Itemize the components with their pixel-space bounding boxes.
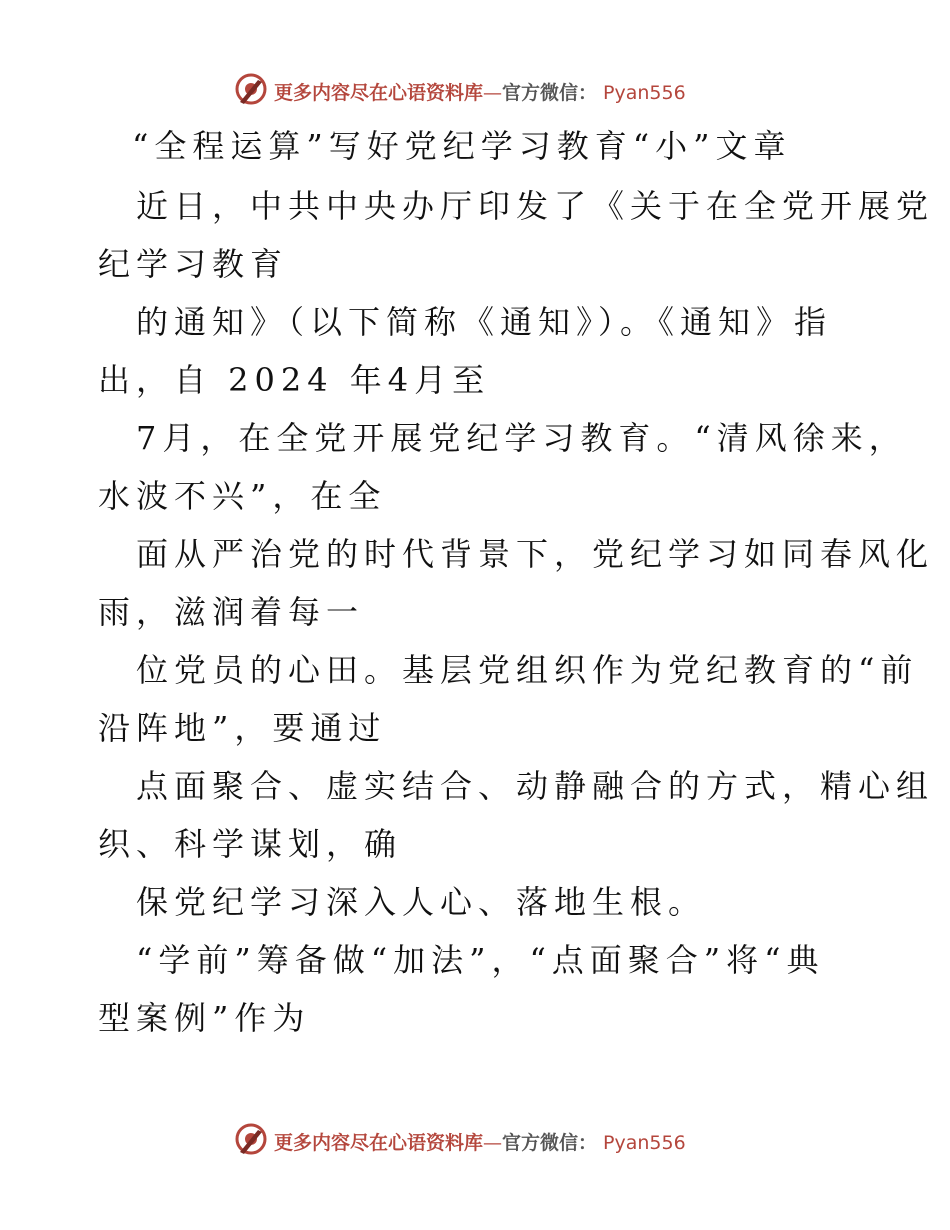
paragraph-line: 面从严治党的时代背景下，党纪学习如同春风化	[136, 535, 935, 573]
paragraph-line: 雨，滋润着每一	[98, 593, 365, 631]
paragraph-line: 出，自 2024 年4月至	[98, 361, 491, 399]
paragraph-line: 型案例”作为	[98, 999, 311, 1037]
paragraph-line: 7月，在全党开展党纪学习教育。“清风徐来，	[136, 419, 907, 457]
watermark-text	[274, 78, 686, 105]
paragraph-line: 近日，中共中央办厅印发了《关于在全党开展党	[136, 187, 935, 225]
paragraph-line: 纪学习教育	[98, 245, 289, 283]
footer-watermark	[0, 1120, 950, 1160]
watermark-brand: 更多内容尽在心语资料库	[274, 82, 484, 104]
watermark-brand: 更多内容尽在心语资料库	[274, 1132, 484, 1154]
paragraph-line: “学前”筹备做“加法”，“点面聚合”将“典	[136, 941, 825, 979]
brush-logo-icon	[234, 72, 268, 106]
paragraph-line: 水波不兴”，在全	[98, 477, 387, 515]
watermark-wechat-id: Pyan556	[603, 1132, 686, 1154]
header-watermark	[0, 70, 950, 110]
paragraph-line: 织、科学谋划，确	[98, 825, 403, 863]
paragraph-line: 的通知》（以下简称《通知》）。《通知》指	[136, 303, 833, 341]
watermark-dash: —	[483, 82, 503, 104]
paragraph-line: 保党纪学习深入人心、落地生根。	[136, 883, 707, 921]
watermark-official-label: 官方微信：	[502, 1132, 598, 1154]
paragraph-line: 沿阵地”，要通过	[98, 709, 387, 747]
watermark-text	[274, 1128, 686, 1155]
watermark-official-label: 官方微信：	[502, 82, 598, 104]
paragraph-line: 位党员的心田。基层党组织作为党纪教育的“前	[136, 651, 919, 689]
watermark-dash: —	[483, 1132, 503, 1154]
watermark-wechat-id: Pyan556	[603, 82, 686, 104]
brush-logo-icon	[234, 1122, 268, 1156]
paragraph-line: 点面聚合、虚实结合、动静融合的方式，精心组	[136, 767, 935, 805]
article-title: “全程运算”写好党纪学习教育“小”文章	[132, 127, 792, 165]
